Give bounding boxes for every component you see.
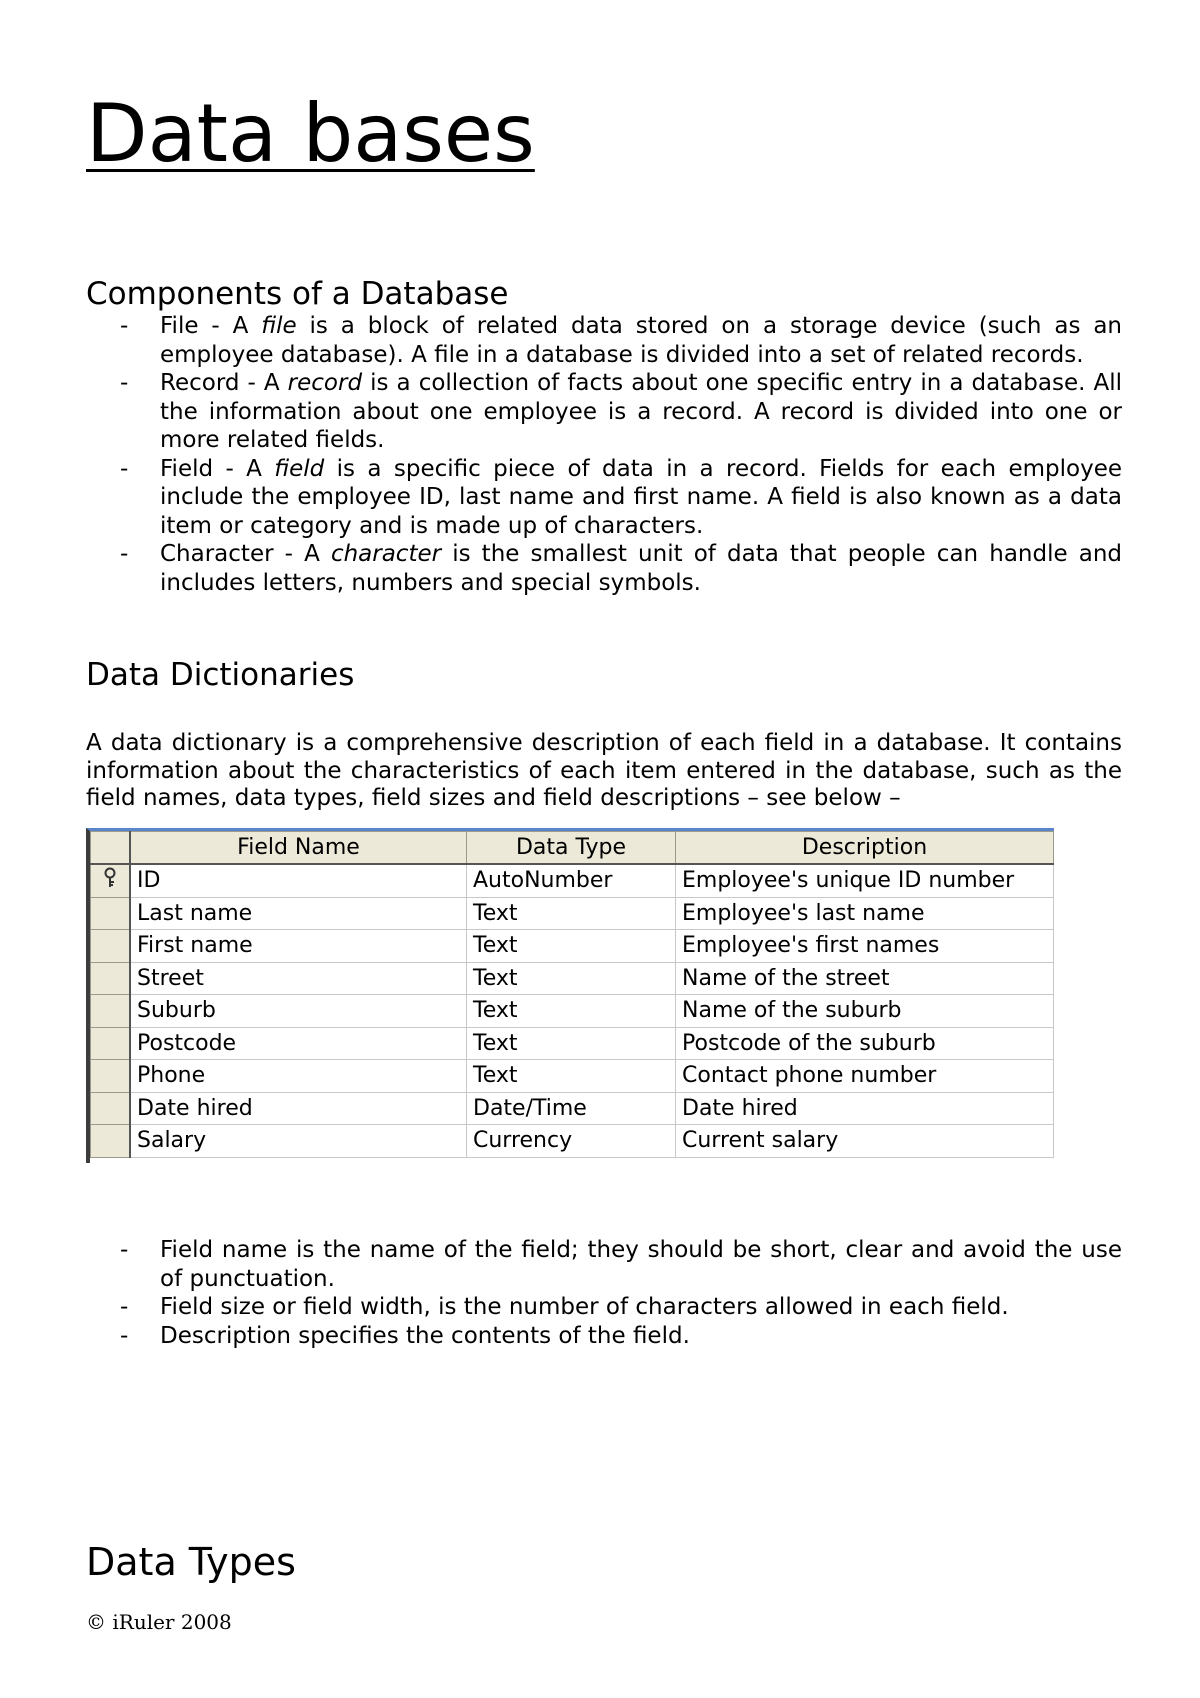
list-item-text: is the smallest unit of data that people can handle and includes letters, numbers and special symbols. [160,541,1123,596]
dictionaries-heading: Data Dictionaries [86,657,355,693]
copyright-footer: © iRuler 2008 [86,1610,232,1634]
row-selector[interactable] [91,1092,131,1125]
cell-description[interactable]: Employee's unique ID number [676,864,1054,897]
components-heading: Components of a Database [86,276,509,312]
row-selector-header[interactable] [91,832,131,865]
cell-data-type[interactable]: AutoNumber [467,864,676,897]
row-selector[interactable] [91,930,131,963]
row-selector[interactable] [91,1027,131,1060]
bullet-dash: - [120,541,129,567]
list-item-text: is a collection of facts about one specific entry in a database. All the information about one employee is a record. A record is divided into one or more related fields. [160,370,1122,453]
components-list [86,312,1122,597]
cell-field-name[interactable]: Last name [130,897,467,930]
list-item-emphasis: field [274,455,325,482]
column-header-description[interactable]: Description [676,832,1054,865]
list-item-text: is a block of related data stored on a storage device (such as an employee database). A file in a database is divided into a set of related records. [160,313,1122,368]
cell-data-type[interactable]: Text [467,930,676,963]
cell-field-name[interactable]: ID [130,864,467,897]
column-header-field-name[interactable]: Field Name [130,832,467,865]
row-selector[interactable] [91,995,131,1028]
note-text: Field size or field width, is the number of characters allowed in each field. [160,1294,1009,1320]
bullet-dash: - [120,313,129,339]
table-body [91,864,1054,1157]
row-selector[interactable] [91,1125,131,1158]
list-item-term: Field [160,455,214,482]
table-row[interactable] [91,1060,1054,1093]
table-row[interactable] [91,864,1054,897]
bullet-dash: - [120,1237,129,1263]
row-selector[interactable] [91,962,131,995]
cell-field-name[interactable]: Phone [130,1060,467,1093]
cell-field-name[interactable]: Postcode [130,1027,467,1060]
list-item-term: File [160,313,199,339]
row-selector[interactable] [91,864,131,897]
list-item [86,455,1122,541]
row-selector[interactable] [91,1060,131,1093]
list-item-separator: - A [213,455,275,482]
list-item-separator: - A [198,313,262,339]
table-header-row [91,832,1054,865]
cell-data-type[interactable]: Text [467,995,676,1028]
bullet-dash: - [120,370,129,396]
cell-data-type[interactable]: Date/Time [467,1092,676,1125]
dictionaries-paragraph: A data dictionary is a comprehensive description of each field in a database. It contains information about the characteristics of each item entered in the database, such as the field names, data types, field sizes and field descriptions – see below – [86,730,1122,811]
cell-field-name[interactable]: Street [130,962,467,995]
cell-description[interactable]: Postcode of the suburb [676,1027,1054,1060]
note-item [86,1322,1122,1351]
cell-description[interactable]: Employee's last name [676,897,1054,930]
cell-description[interactable]: Current salary [676,1125,1054,1158]
cell-description[interactable]: Date hired [676,1092,1054,1125]
cell-data-type[interactable]: Currency [467,1125,676,1158]
list-item-term: Character [160,541,274,567]
bullet-dash: - [120,1294,129,1320]
list-item [86,540,1122,597]
table-row[interactable] [91,897,1054,930]
cell-data-type[interactable]: Text [467,1060,676,1093]
list-item-term: Record [160,370,240,396]
cell-field-name[interactable]: Suburb [130,995,467,1028]
table-row[interactable] [91,1027,1054,1060]
cell-field-name[interactable]: Date hired [130,1092,467,1125]
data-types-heading: Data Types [86,1540,296,1584]
cell-data-type[interactable]: Text [467,1027,676,1060]
cell-description[interactable]: Employee's first names [676,930,1054,963]
table-row[interactable] [91,930,1054,963]
cell-field-name[interactable]: Salary [130,1125,467,1158]
table-row[interactable] [91,962,1054,995]
list-item [86,312,1122,369]
row-selector[interactable] [91,897,131,930]
bullet-dash: - [120,455,129,482]
list-item-text: is a specific piece of data in a record. Fields for each employee include the employee ID, last name and first name. A field is also known as a data item or category and is made up of characters. [160,455,1122,539]
cell-description[interactable]: Contact phone number [676,1060,1054,1093]
list-item-separator: - A [239,370,288,396]
list-item-emphasis: file [261,313,297,339]
page-title: Data bases [86,87,535,180]
list-item-emphasis: character [330,541,442,567]
cell-data-type[interactable]: Text [467,962,676,995]
note-item [86,1293,1122,1322]
cell-description[interactable]: Name of the street [676,962,1054,995]
note-item [86,1236,1122,1293]
table-row[interactable] [91,995,1054,1028]
data-dictionary-table-frame [86,828,1054,1163]
list-item [86,369,1122,455]
note-text: Field name is the name of the field; they should be short, clear and avoid the use of punctuation. [160,1237,1122,1292]
cell-data-type[interactable]: Text [467,897,676,930]
table-row[interactable] [91,1092,1054,1125]
table-row[interactable] [91,1125,1054,1158]
key-icon [101,870,119,894]
note-text: Description specifies the contents of the field. [160,1322,690,1349]
data-dictionary-table [90,831,1054,1158]
bullet-dash: - [120,1322,129,1349]
cell-description[interactable]: Name of the suburb [676,995,1054,1028]
notes-list [86,1236,1122,1350]
cell-field-name[interactable]: First name [130,930,467,963]
column-header-data-type[interactable]: Data Type [467,832,676,865]
list-item-emphasis: record [287,370,363,396]
list-item-separator: - A [273,541,331,567]
